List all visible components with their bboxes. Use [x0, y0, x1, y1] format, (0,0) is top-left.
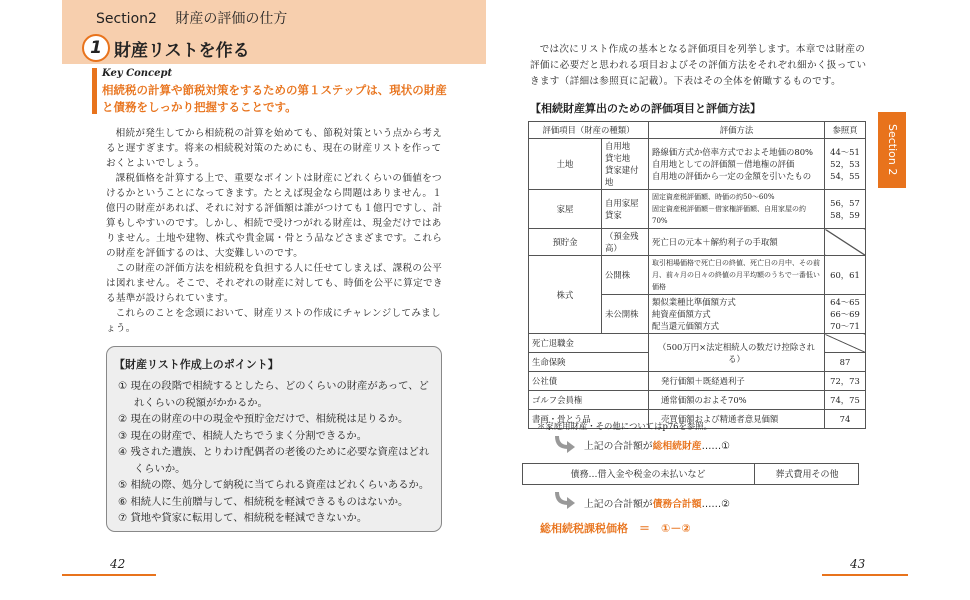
- point-item: ② 現在の財産の中の現金や預貯金だけで、相続税は足りるか。: [118, 413, 409, 425]
- row-item: 公社債: [529, 372, 649, 391]
- footer-rule-left: [62, 574, 156, 576]
- curved-arrow-icon: [554, 434, 576, 454]
- table-row: [529, 139, 866, 190]
- table-row: [529, 190, 866, 229]
- row-pages: 74，75: [825, 391, 866, 410]
- sum2-prefix: 上記の合計額が: [584, 499, 653, 510]
- row-item: 生命保険: [529, 353, 649, 372]
- point-item: ⑤ 相続の際、処分して納税に当てられる資産はどれくらいあるか。: [118, 479, 430, 491]
- table-row: [529, 391, 866, 410]
- table-title: 【相続財産算出のための評価項目と評価方法】: [530, 102, 761, 115]
- row-pages: 44～51 52，53 54，55: [825, 139, 866, 190]
- row-method: 通常価額のおよそ70%: [649, 391, 825, 410]
- sum2-highlight: 債務合計額: [652, 499, 702, 510]
- row-pages: 74: [825, 410, 866, 429]
- footer-rule-right: [822, 574, 908, 576]
- sum1-highlight: 総相続財産: [652, 441, 702, 452]
- left-body-text: [106, 126, 448, 336]
- row-sub: 自用地 貸宅地 貸家建付地: [602, 139, 649, 190]
- row-pages: 56，57 58，59: [825, 190, 866, 229]
- header-pages: 参照頁: [825, 122, 866, 139]
- debt-divider: [754, 463, 755, 485]
- row-method: （500万円×法定相続人の数だけ控除される）: [649, 334, 825, 372]
- curved-arrow-icon: [554, 490, 576, 510]
- section-tab-label: Section 2: [886, 124, 899, 176]
- row-method: 死亡日の元本＋解約利子の手取額: [649, 229, 825, 256]
- row-method: 売買価額および精通者意見価額: [649, 410, 825, 429]
- row-method: 固定資産税評価額、時価の約50～60% 固定資産税評価額－借家権評価額、自用家屋の約70%: [649, 190, 825, 229]
- row-pages: 72，73: [825, 372, 866, 391]
- row-item: 株式: [529, 256, 602, 334]
- points-list: [118, 378, 434, 527]
- row-pages-empty: [825, 229, 866, 256]
- point-item: ④ 残された遺族、とりわけ配偶者の老後のために必要な資産はどれくらいか。: [118, 446, 430, 475]
- point-item: ⑦ 貸地や貸家に転用して、相続税を軽減できないか。: [118, 512, 368, 524]
- key-concept-text: 相続税の計算や節税対策をするための第１ステップは、現状の財産と債務をしっかり把握することです。: [102, 83, 447, 114]
- row-sub: 未公開株: [602, 295, 649, 334]
- debt-right-text: 葬式費用その他: [775, 470, 839, 480]
- row-pages: 87: [825, 353, 866, 372]
- row-sub: 自用家屋 貸家: [602, 190, 649, 229]
- row-item: 死亡退職金: [529, 334, 649, 353]
- point-item: ① 現在の段階で相続するとしたら、どのくらいの財産があって、どれくらいの税額がかかるか。: [118, 380, 429, 409]
- sum2-suffix: ……②: [701, 499, 730, 510]
- table-row: [529, 372, 866, 391]
- page-number-left: 42: [110, 557, 126, 571]
- table-header-row: [529, 122, 866, 139]
- section-title: Section2 財産の評価の仕方: [96, 11, 288, 27]
- row-item: 書画・骨とう品: [529, 410, 649, 429]
- chapter-title: 財産リストを作る: [114, 41, 250, 61]
- row-pages: 60，61: [825, 256, 866, 295]
- body-paragraph: 相続が発生してから相続税の計算を始めても、節税対策という点から考えると遅すぎます。将来の相続税対策のためにも、現在の財産リストを作っておくとよいでしょう。: [106, 128, 443, 169]
- total-assets-line: [584, 438, 730, 452]
- sum1-prefix: 上記の合計額が: [584, 441, 653, 452]
- page-number-right: 43: [850, 557, 866, 571]
- row-method: 取引相場価格で死亡日の終値、死亡日の月中、その前月、前々月の日々の終値の月平均額のうちで一番低い価格: [649, 256, 825, 295]
- row-pages: 64～65 66～69 70～71: [825, 295, 866, 334]
- row-method: 発行価額＋既経過利子: [649, 372, 825, 391]
- header-method: 評価方法: [649, 122, 825, 139]
- body-paragraph: この財産の評価方法を相続税を負担する人に任せてしまえば、課税の公平は図れません。そこで、それぞれの財産に対しても、時価を公平に算定できる基準が設けられています。: [106, 263, 443, 304]
- body-paragraph: これらのことを念頭において、財産リストの作成にチャレンジしてみましょう。: [106, 308, 441, 334]
- body-paragraph: 課税価格を計算する上で、重要なポイントは財産にどれくらいの価値をつけるかということになってきます。たとえば現金なら問題はありません。１億円の財産があれば、それに対する評価額は誰がつけても１億円ですし、計算もしやすいのです。しかし、相続で受けつがれる財産は、現金だけではありません。土地や建物、株式や貴金属・骨とう品などさまざまです。これらの財産を評価するのは、大変難しいのです。: [106, 173, 443, 259]
- key-concept-label: Key Concept: [102, 68, 173, 79]
- row-sub: （預金残高）: [602, 229, 649, 256]
- row-pages-empty: [825, 334, 866, 353]
- table-note: ＊家庭用財産・その他についてはp76を参照。: [537, 421, 712, 431]
- row-method: 路線価方式か倍率方式でおよそ地価の80% 自用地としての評価額－借地権の評価 自用地の評価から一定の金額を引いたもの: [649, 139, 825, 190]
- key-concept-bar: [92, 68, 97, 114]
- total-debt-line: [584, 496, 730, 510]
- debt-left-text: 債務…借入金や税金の未払いなど: [570, 470, 706, 480]
- sum1-suffix: ……①: [701, 441, 730, 452]
- row-item: 家屋: [529, 190, 602, 229]
- header-item: 評価項目（財産の種類）: [529, 122, 649, 139]
- points-title: 【財産リスト作成上のポイント】: [114, 358, 279, 371]
- valuation-table: [528, 121, 866, 429]
- table-row: [529, 229, 866, 256]
- point-item: ③ 現在の財産で、相続人たちでうまく分割できるか。: [118, 429, 368, 442]
- net-taxable-value-line: 総相続税課税価格 ＝ ①－②: [540, 522, 691, 535]
- table-row: [529, 334, 866, 353]
- row-sub: 公開株: [602, 256, 649, 295]
- row-item: ゴルフ会員権: [529, 391, 649, 410]
- intro-paragraph: では次にリスト作成の基本となる評価項目を列挙します。本章では財産の評価に必要だと思われる項目およびその評価方法をそれぞれ細かく扱っていきます（詳細は参照頁に記載）。下表はその全体を俯瞰するものです。: [530, 44, 867, 87]
- table-row: [529, 256, 866, 295]
- chapter-number-badge: 1: [82, 34, 110, 62]
- row-item: 預貯金: [529, 229, 602, 256]
- row-method: 類似業種比準価額方式 純資産価額方式 配当還元価額方式: [649, 295, 825, 334]
- row-item: 土地: [529, 139, 602, 190]
- point-item: ⑥ 相続人に生前贈与して、相続税を軽減できるものはないか。: [118, 495, 409, 508]
